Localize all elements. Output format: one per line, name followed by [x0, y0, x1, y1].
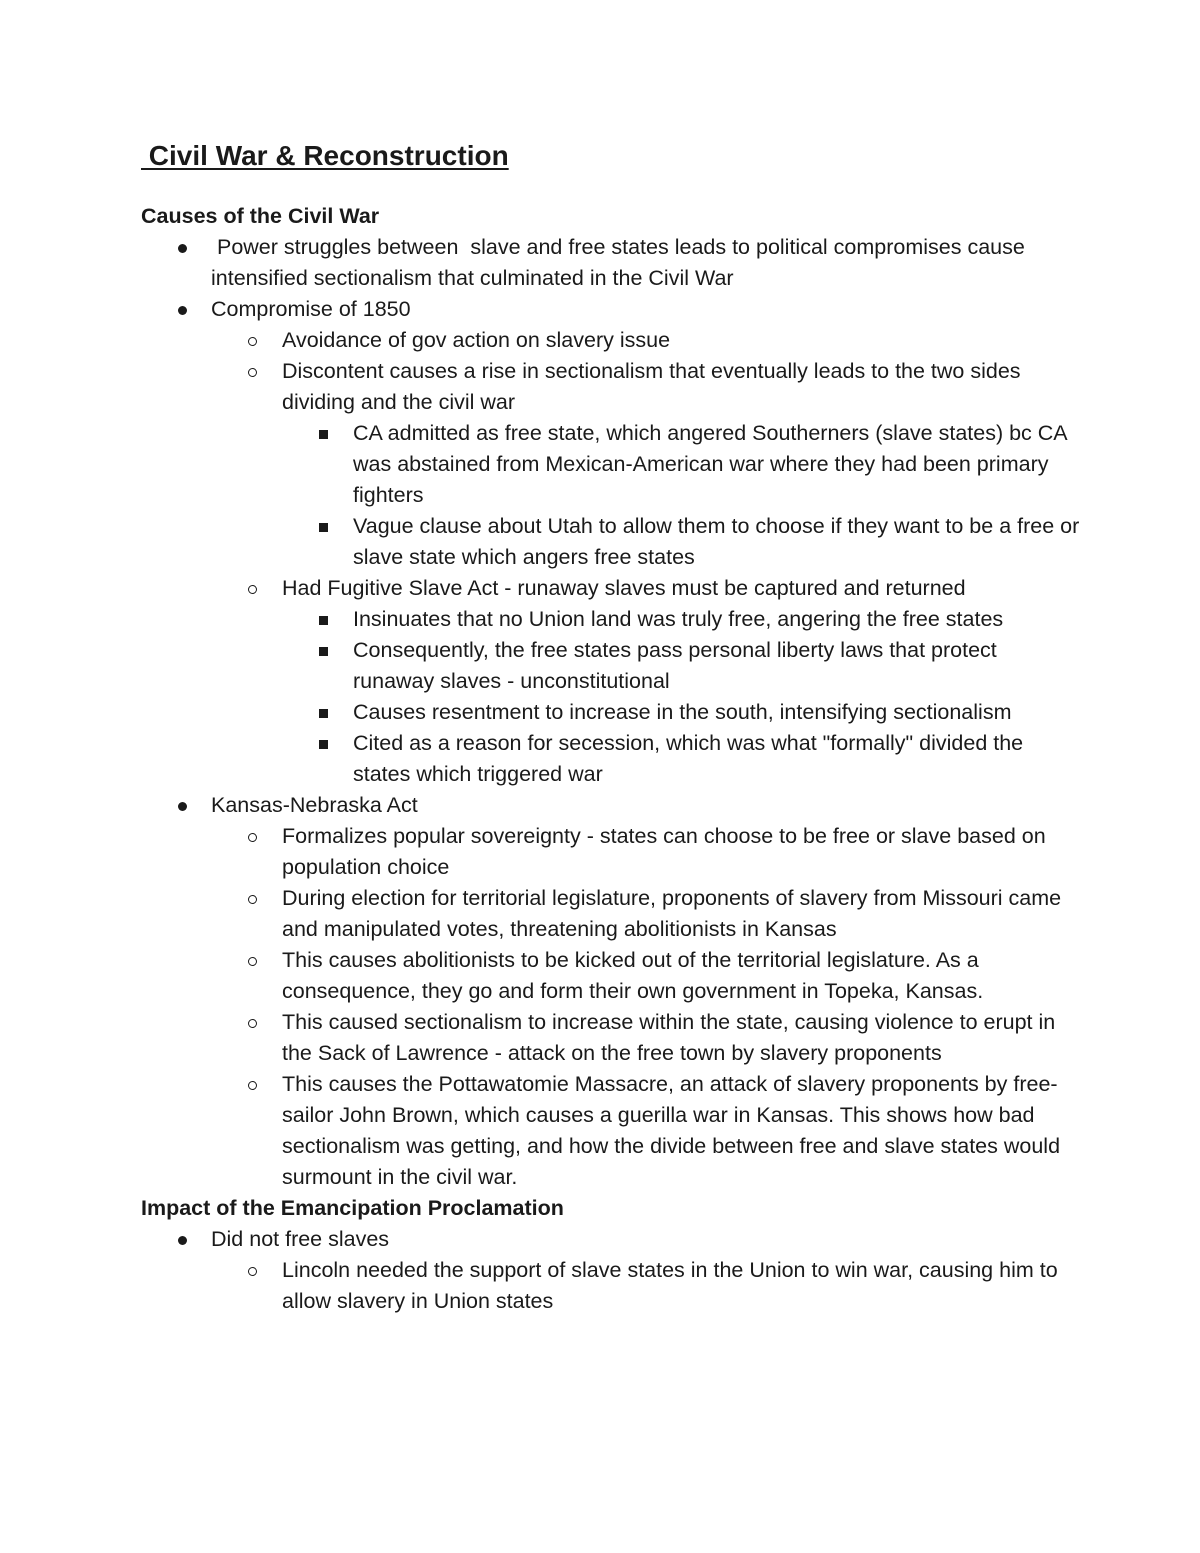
bullet-list [141, 1224, 1081, 1317]
sub-sub-list-item-text: Cited as a reason for secession, which was what "formally" divided the states which triggered war [353, 731, 1030, 786]
hollow-circle-bullet-icon [248, 1019, 257, 1028]
sub-list-item [211, 1255, 1081, 1317]
list-item [141, 294, 1086, 790]
sub-list-item-text: Had Fugitive Slave Act - runaway slaves must be captured and returned [282, 576, 966, 600]
sub-list-item [211, 945, 1081, 1007]
list-item [141, 1224, 1081, 1317]
hollow-circle-bullet-icon [248, 585, 257, 594]
list-item-text: Compromise of 1850 [211, 297, 411, 321]
sub-list-item [211, 821, 1081, 883]
section-emancipation [141, 1193, 1081, 1317]
section-heading: Impact of the Emancipation Proclamation [141, 1196, 564, 1220]
hollow-circle-bullet-icon [248, 957, 257, 966]
sub-list [211, 821, 1081, 1193]
sub-sub-list-item-text: CA admitted as free state, which angered Southerners (slave states) bc CA was abstained from Mexican-American war where they had been primary fighters [353, 421, 1073, 507]
filled-circle-bullet-icon [178, 802, 187, 811]
document-title: Civil War & Reconstruction [141, 140, 509, 171]
sub-list-item-text: During election for territorial legislature, proponents of slavery from Missouri came and manipulated votes, threatening abolitionists in Kansas [282, 886, 1068, 941]
sub-list-item [211, 883, 1081, 945]
square-bullet-icon [319, 430, 328, 439]
sub-list [211, 1255, 1081, 1317]
sub-list-item-text: Formalizes popular sovereignty - states can choose to be free or slave based on population choice [282, 824, 1052, 879]
filled-circle-bullet-icon [178, 244, 187, 253]
list-item-text: Power struggles between slave and free states leads to political compromises cause intensified sectionalism that culminated in the Civil War [211, 235, 1031, 290]
hollow-circle-bullet-icon [248, 337, 257, 346]
sub-list-item-text: This caused sectionalism to increase within the state, causing violence to erupt in the Sack of Lawrence - attack on the free town by slavery proponents [282, 1010, 1062, 1065]
filled-circle-bullet-icon [178, 306, 187, 315]
list-item-text: Kansas-Nebraska Act [211, 793, 418, 817]
bullet-list [141, 232, 1086, 1193]
sub-sub-list-item [282, 728, 1081, 790]
sub-list-item [211, 1007, 1081, 1069]
hollow-circle-bullet-icon [248, 895, 257, 904]
hollow-circle-bullet-icon [248, 833, 257, 842]
sub-list-item [211, 1069, 1081, 1193]
square-bullet-icon [319, 740, 328, 749]
sub-list-item-text: Avoidance of gov action on slavery issue [282, 328, 671, 352]
square-bullet-icon [319, 709, 328, 718]
sub-sub-list-item-text: Consequently, the free states pass personal liberty laws that protect runaway slaves - unconstitutional [353, 638, 1003, 693]
sub-sub-list-item [282, 697, 1081, 728]
sub-list-item-text: Lincoln needed the support of slave states in the Union to win war, causing him to allow slavery in Union states [282, 1258, 1064, 1313]
sub-sub-list-item-text: Vague clause about Utah to allow them to choose if they want to be a free or slave state which angers free states [353, 514, 1086, 569]
filled-circle-bullet-icon [178, 1236, 187, 1245]
sub-sub-list-item [282, 635, 1081, 697]
list-item [141, 232, 1081, 294]
hollow-circle-bullet-icon [248, 1267, 257, 1276]
sub-list-item [211, 573, 1081, 790]
sub-sub-list [282, 418, 1086, 573]
square-bullet-icon [319, 523, 328, 532]
hollow-circle-bullet-icon [248, 1081, 257, 1090]
square-bullet-icon [319, 616, 328, 625]
list-item-text: Did not free slaves [211, 1227, 390, 1251]
sub-list-item-text: Discontent causes a rise in sectionalism that eventually leads to the two sides dividing and the civil war [282, 359, 1027, 414]
sub-sub-list-item-text: Causes resentment to increase in the south, intensifying sectionalism [353, 700, 1012, 724]
square-bullet-icon [319, 647, 328, 656]
document-body [141, 201, 1086, 1317]
sub-sub-list-item [282, 604, 1081, 635]
sub-sub-list [282, 604, 1081, 790]
sub-sub-list-item [282, 418, 1081, 511]
hollow-circle-bullet-icon [248, 368, 257, 377]
section-heading: Causes of the Civil War [141, 204, 380, 228]
list-item [141, 790, 1081, 1193]
sub-list-item-text: This causes abolitionists to be kicked out of the territorial legislature. As a consequence, they go and form their own government in Topeka, Kansas. [282, 948, 985, 1003]
sub-list [211, 325, 1086, 790]
sub-sub-list-item-text: Insinuates that no Union land was truly free, angering the free states [353, 607, 1004, 631]
sub-list-item-text: This causes the Pottawatomie Massacre, an attack of slavery proponents by free-sailor John Brown, which causes a guerilla war in Kansas. This shows how bad sectionalism was getting, and how the divide between free and slave states would surmount in the civil war. [282, 1072, 1067, 1189]
section-causes [141, 201, 1086, 1193]
sub-list-item [211, 356, 1086, 573]
sub-list-item [211, 325, 1081, 356]
sub-sub-list-item [282, 511, 1086, 573]
